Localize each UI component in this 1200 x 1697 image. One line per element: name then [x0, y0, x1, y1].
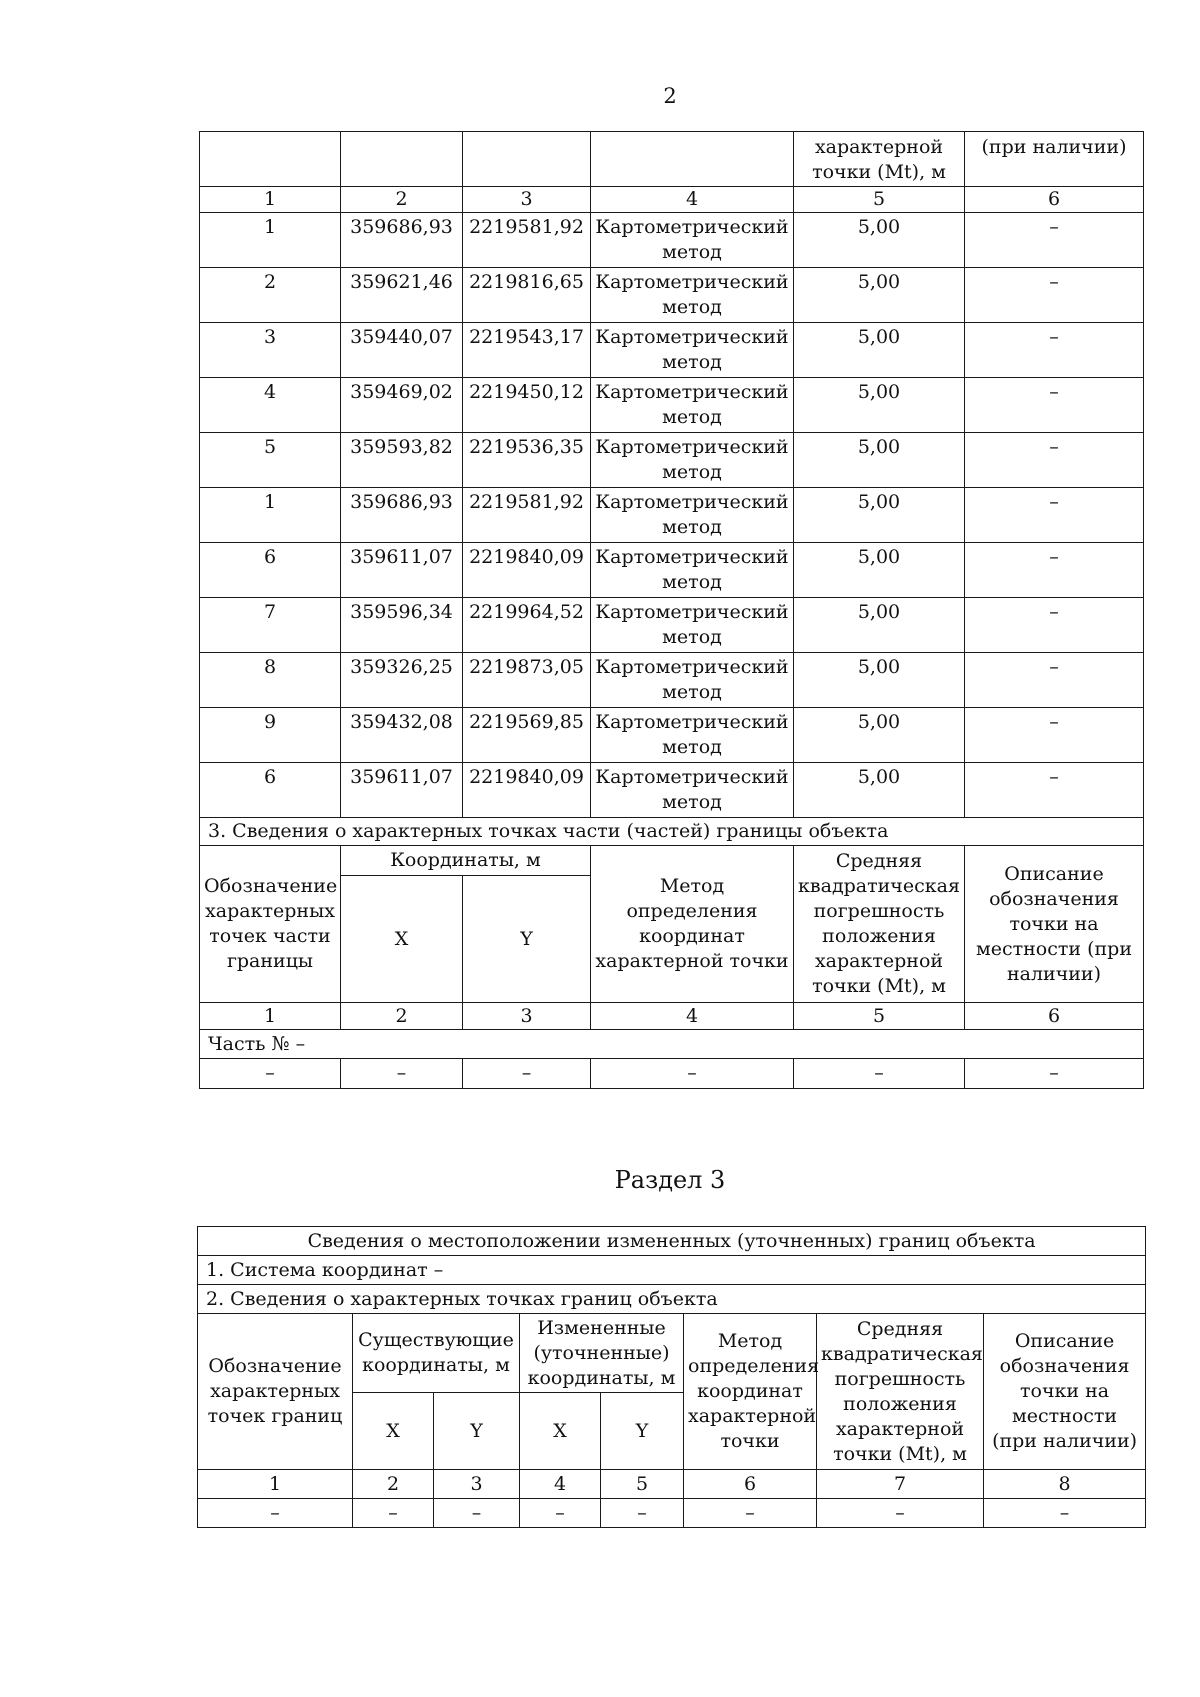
header-x: X — [341, 876, 463, 1003]
method: Картометрический метод — [591, 653, 794, 708]
empty-cell: – — [591, 1059, 794, 1089]
point-designation: 5 — [200, 433, 341, 488]
point-description: – — [965, 323, 1144, 378]
coord-x: 359596,34 — [341, 598, 463, 653]
header-existing-y: Y — [434, 1393, 520, 1470]
coord-x: 359440,07 — [341, 323, 463, 378]
header-designation: Обозначение характерных точек части границы — [200, 846, 341, 1003]
table-title-row — [198, 1227, 1146, 1256]
empty-cell: – — [794, 1059, 965, 1089]
point-designation: 4 — [200, 378, 341, 433]
point-description: – — [965, 433, 1144, 488]
coord-y: 2219581,92 — [463, 213, 591, 268]
column-number: 4 — [591, 187, 794, 213]
header-row — [198, 1314, 1146, 1393]
header-description: Описание обозначения точки на местности (при наличии) — [984, 1314, 1146, 1470]
part-label: Часть № – — [200, 1030, 1144, 1059]
empty-cell: – — [601, 1499, 684, 1528]
mt-value: 5,00 — [794, 323, 965, 378]
column-number: 3 — [463, 1003, 591, 1030]
column-number: 2 — [341, 1003, 463, 1030]
coord-x: 359611,07 — [341, 763, 463, 818]
point-description: – — [965, 213, 1144, 268]
table-row — [200, 653, 1144, 708]
part-header-row — [200, 846, 1144, 876]
point-designation: 6 — [200, 763, 341, 818]
table-row — [200, 488, 1144, 543]
header-mt: Средняя квадратическая погрешность положения характерной точки (Mt), м — [817, 1314, 984, 1470]
mt-value: 5,00 — [794, 763, 965, 818]
boundary-points-table — [199, 131, 1144, 1089]
header-method: Метод определения координат характерной точки — [591, 846, 794, 1003]
coord-y: 2219569,85 — [463, 708, 591, 763]
column-number: 7 — [817, 1470, 984, 1499]
coord-y: 2219964,52 — [463, 598, 591, 653]
header-changed-y: Y — [601, 1393, 684, 1470]
column-number: 6 — [965, 187, 1144, 213]
point-description: – — [965, 543, 1144, 598]
method: Картометрический метод — [591, 763, 794, 818]
column-number: 4 — [591, 1003, 794, 1030]
coord-y: 2219450,12 — [463, 378, 591, 433]
coord-x: 359469,02 — [341, 378, 463, 433]
header-coordinates: Координаты, м — [341, 846, 591, 876]
header-existing-coords: Существующие координаты, м — [353, 1314, 520, 1393]
continuation-header-row — [200, 132, 1144, 187]
column-number: 5 — [601, 1470, 684, 1499]
point-designation: 8 — [200, 653, 341, 708]
table-row — [200, 433, 1144, 488]
coord-x: 359621,46 — [341, 268, 463, 323]
points-title: 2. Сведения о характерных точках границ объекта — [198, 1285, 1146, 1314]
method: Картометрический метод — [591, 433, 794, 488]
mt-value: 5,00 — [794, 653, 965, 708]
header-existing-x: X — [353, 1393, 434, 1470]
point-description: – — [965, 488, 1144, 543]
coord-x: 359326,25 — [341, 653, 463, 708]
header-description: Описание обозначения точки на местности (при наличии) — [965, 846, 1144, 1003]
coord-y: 2219581,92 — [463, 488, 591, 543]
section-3-title: Раздел 3 — [614, 1166, 726, 1194]
column-number: 4 — [520, 1470, 601, 1499]
coord-y: 2219536,35 — [463, 433, 591, 488]
column-number: 5 — [794, 187, 965, 213]
column-number: 8 — [984, 1470, 1146, 1499]
empty-cell: – — [984, 1499, 1146, 1528]
points-title-row — [198, 1285, 1146, 1314]
coord-x: 359686,93 — [341, 213, 463, 268]
coord-y: 2219543,17 — [463, 323, 591, 378]
table-row — [200, 708, 1144, 763]
column-number: 1 — [200, 1003, 341, 1030]
point-designation: 2 — [200, 268, 341, 323]
method: Картометрический метод — [591, 488, 794, 543]
column-number: 6 — [965, 1003, 1144, 1030]
header-changed-coords: Измененные (уточненные) координаты, м — [520, 1314, 684, 1393]
point-description: – — [965, 763, 1144, 818]
coord-x: 359611,07 — [341, 543, 463, 598]
header-method: Метод определения координат характерной точки — [684, 1314, 817, 1470]
coord-x: 359593,82 — [341, 433, 463, 488]
point-designation: 7 — [200, 598, 341, 653]
header-mt: Средняя квадратическая погрешность положения характерной точки (Mt), м — [794, 846, 965, 1003]
table-row — [200, 323, 1144, 378]
empty-cell: – — [198, 1499, 353, 1528]
point-designation: 1 — [200, 488, 341, 543]
mt-value: 5,00 — [794, 268, 965, 323]
table-title: Сведения о местоположении измененных (уточненных) границ объекта — [198, 1227, 1146, 1256]
method: Картометрический метод — [591, 598, 794, 653]
header-y: Y — [463, 876, 591, 1003]
header-mt-continuation: характерной точки (Mt), м — [794, 132, 965, 187]
coord-system-row — [198, 1256, 1146, 1285]
column-numbers-row — [198, 1470, 1146, 1499]
mt-value: 5,00 — [794, 433, 965, 488]
coord-x: 359432,08 — [341, 708, 463, 763]
data-row — [198, 1499, 1146, 1528]
column-number: 3 — [434, 1470, 520, 1499]
table-row — [200, 213, 1144, 268]
coord-y: 2219816,65 — [463, 268, 591, 323]
point-description: – — [965, 708, 1144, 763]
point-description: – — [965, 598, 1144, 653]
header-changed-x: X — [520, 1393, 601, 1470]
column-number: 1 — [198, 1470, 353, 1499]
page-number: 2 — [663, 84, 677, 108]
column-number: 1 — [200, 187, 341, 213]
table-row — [200, 763, 1144, 818]
coord-y: 2219840,09 — [463, 763, 591, 818]
empty-cell: – — [341, 1059, 463, 1089]
method: Картометрический метод — [591, 323, 794, 378]
method: Картометрический метод — [591, 708, 794, 763]
point-designation: 3 — [200, 323, 341, 378]
column-number: 6 — [684, 1470, 817, 1499]
table-row — [200, 268, 1144, 323]
table-row — [200, 598, 1144, 653]
table-row — [200, 543, 1144, 598]
part-column-numbers-row — [200, 1003, 1144, 1030]
coord-y: 2219873,05 — [463, 653, 591, 708]
mt-value: 5,00 — [794, 488, 965, 543]
point-designation: 9 — [200, 708, 341, 763]
column-number: 2 — [353, 1470, 434, 1499]
method: Картометрический метод — [591, 268, 794, 323]
column-numbers-row — [200, 187, 1144, 213]
coord-y: 2219840,09 — [463, 543, 591, 598]
header-desc-continuation: (при наличии) — [965, 132, 1144, 187]
column-number: 3 — [463, 187, 591, 213]
mt-value: 5,00 — [794, 708, 965, 763]
empty-cell: – — [434, 1499, 520, 1528]
empty-cell: – — [965, 1059, 1144, 1089]
method: Картометрический метод — [591, 378, 794, 433]
mt-value: 5,00 — [794, 378, 965, 433]
header-designation: Обозначение характерных точек границ — [198, 1314, 353, 1470]
part-data-row — [200, 1059, 1144, 1089]
empty-cell: – — [353, 1499, 434, 1528]
coord-system: 1. Система координат – — [198, 1256, 1146, 1285]
point-description: – — [965, 653, 1144, 708]
part-section-title-row — [200, 818, 1144, 846]
point-designation: 1 — [200, 213, 341, 268]
method: Картометрический метод — [591, 543, 794, 598]
method: Картометрический метод — [591, 213, 794, 268]
empty-cell: – — [200, 1059, 341, 1089]
empty-cell: – — [463, 1059, 591, 1089]
table-row — [200, 378, 1144, 433]
empty-cell: – — [684, 1499, 817, 1528]
mt-value: 5,00 — [794, 543, 965, 598]
part-section-title: 3. Сведения о характерных точках части (частей) границы объекта — [200, 818, 1144, 846]
point-description: – — [965, 268, 1144, 323]
changed-boundaries-table — [197, 1226, 1146, 1528]
empty-cell: – — [520, 1499, 601, 1528]
point-description: – — [965, 378, 1144, 433]
empty-cell: – — [817, 1499, 984, 1528]
column-number: 2 — [341, 187, 463, 213]
column-number: 5 — [794, 1003, 965, 1030]
coord-x: 359686,93 — [341, 488, 463, 543]
part-label-row — [200, 1030, 1144, 1059]
point-designation: 6 — [200, 543, 341, 598]
mt-value: 5,00 — [794, 213, 965, 268]
mt-value: 5,00 — [794, 598, 965, 653]
